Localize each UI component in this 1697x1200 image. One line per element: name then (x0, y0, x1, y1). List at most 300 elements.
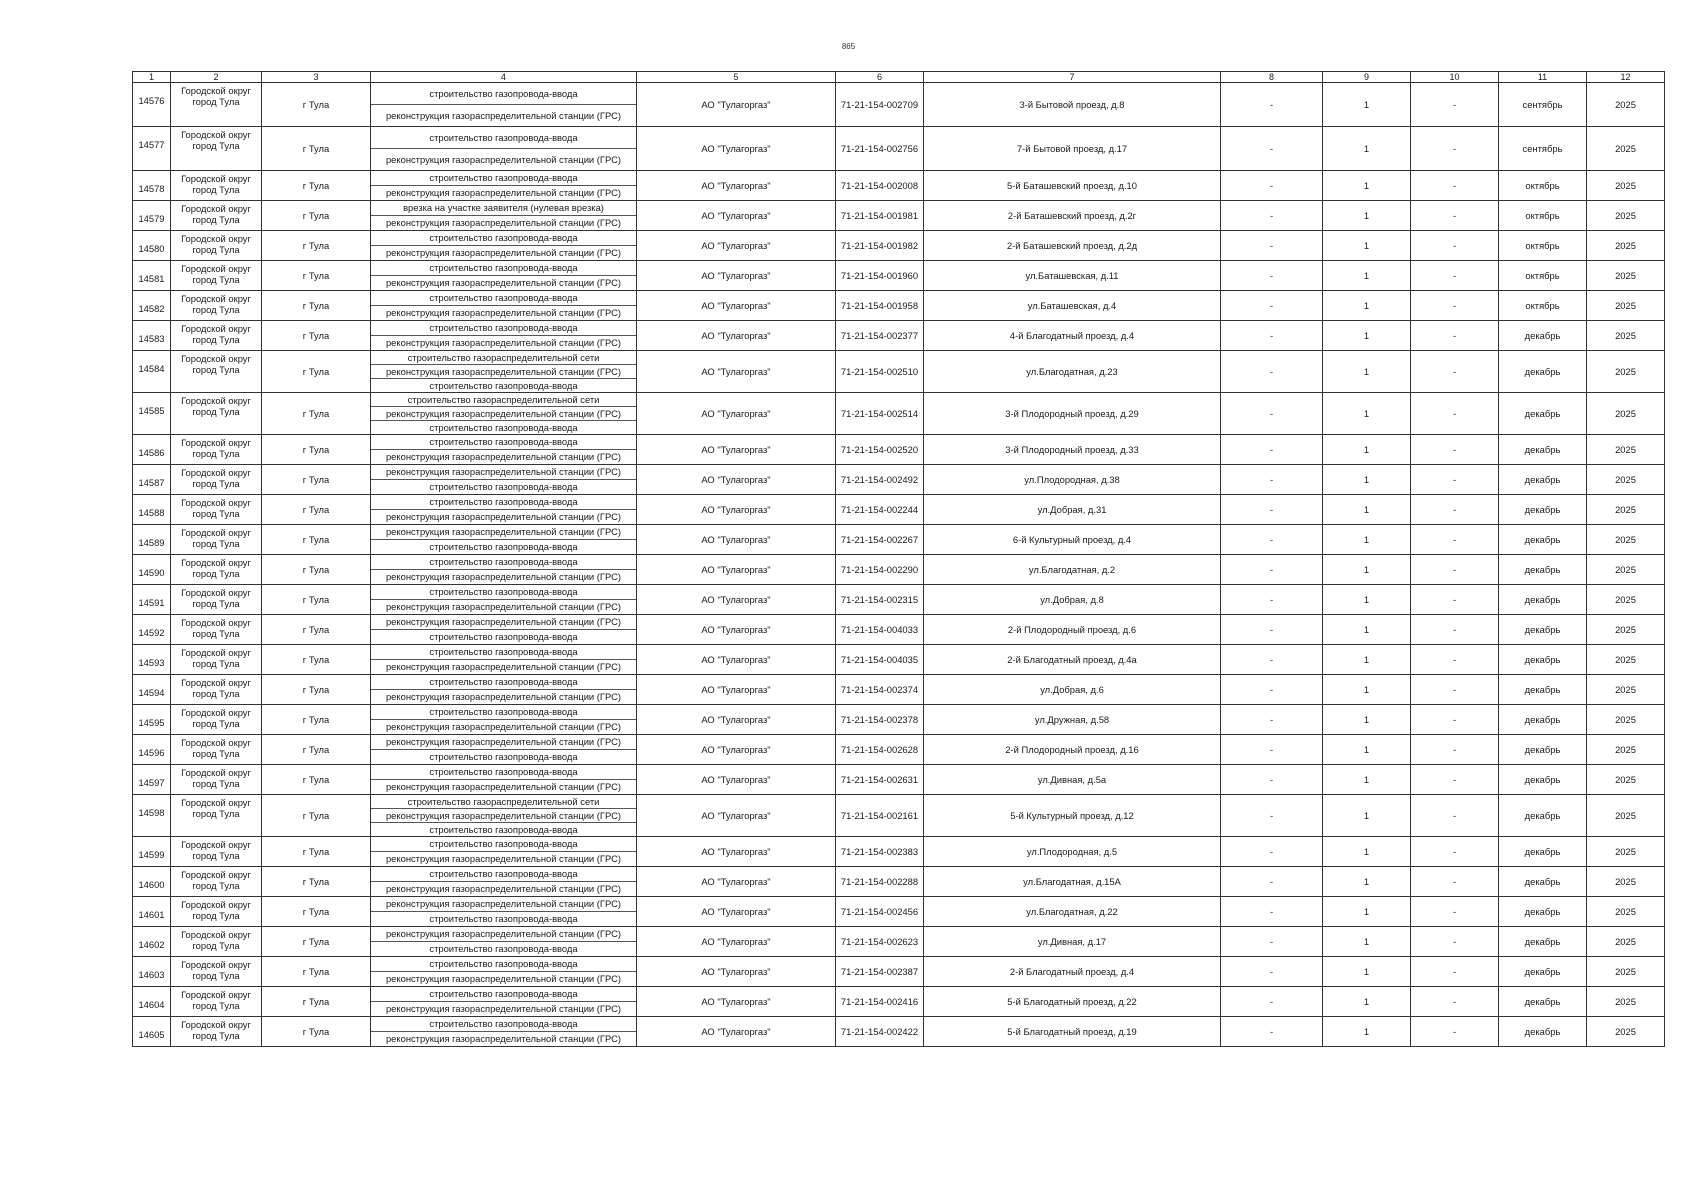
work-description-line: реконструкция газораспределительной станции (ГРС) (385, 337, 622, 348)
table-row (133, 261, 1665, 291)
work-description-cell (371, 645, 637, 675)
district-cell: Городской округ город Тула (171, 127, 262, 171)
row-number-cell: 14594 (133, 675, 171, 705)
work-description-line: строительство газопровода-ввода (429, 751, 578, 762)
col-10-cell: - (1411, 201, 1499, 231)
col-8-cell: - (1221, 465, 1323, 495)
year-cell: 2025 (1587, 927, 1665, 957)
row-number-cell: 14601 (133, 897, 171, 927)
col-10-cell: - (1411, 645, 1499, 675)
col-10-cell: - (1411, 675, 1499, 705)
company-cell: АО "Тулагоргаз" (637, 765, 836, 795)
col-8-cell: - (1221, 957, 1323, 987)
city-cell: г Тула (262, 321, 371, 351)
district-cell: Городской округ город Тула (171, 645, 262, 675)
company-cell: АО "Тулагоргаз" (637, 261, 836, 291)
object-code-cell: 71-21-154-002387 (836, 957, 924, 987)
header-cell-col-7: 7 (924, 72, 1221, 83)
work-description-line: реконструкция газораспределительной станции (ГРС) (385, 247, 622, 258)
col-9-cell: 1 (1323, 201, 1411, 231)
row-number-cell: 14577 (133, 127, 171, 171)
row-number-cell: 14578 (133, 171, 171, 201)
month-cell: декабрь (1499, 795, 1587, 837)
col-10-cell: - (1411, 867, 1499, 897)
city-cell: г Тула (262, 435, 371, 465)
company-cell: АО "Тулагоргаз" (637, 171, 836, 201)
district-cell: Городской округ город Тула (171, 957, 262, 987)
month-cell: декабрь (1499, 465, 1587, 495)
work-description-cell (371, 705, 637, 735)
object-code-cell: 71-21-154-002510 (836, 351, 924, 393)
address-cell: ул.Дивная, д.5а (924, 765, 1221, 795)
col-8-cell: - (1221, 735, 1323, 765)
city-cell: г Тула (262, 525, 371, 555)
company-cell: АО "Тулагоргаз" (637, 867, 836, 897)
row-number-cell: 14595 (133, 705, 171, 735)
month-cell: декабрь (1499, 837, 1587, 867)
table-row (133, 585, 1665, 615)
row-number-cell: 14605 (133, 1017, 171, 1047)
month-cell: декабрь (1499, 765, 1587, 795)
work-description-cell (371, 987, 637, 1017)
work-description-line: реконструкция газораспределительной станции (ГРС) (371, 735, 636, 750)
year-cell: 2025 (1587, 585, 1665, 615)
company-cell: АО "Тулагоргаз" (637, 555, 836, 585)
col-8-cell: - (1221, 615, 1323, 645)
header-cell-col-4: 4 (371, 72, 637, 83)
work-description-cell (371, 351, 637, 393)
work-description-line: реконструкция газораспределительной станции (ГРС) (385, 110, 622, 121)
year-cell: 2025 (1587, 201, 1665, 231)
table-header (133, 72, 1665, 83)
month-cell: декабрь (1499, 867, 1587, 897)
row-number-cell: 14603 (133, 957, 171, 987)
district-cell: Городской округ город Тула (171, 927, 262, 957)
work-description-line: реконструкция газораспределительной станции (ГРС) (385, 781, 622, 792)
year-cell: 2025 (1587, 83, 1665, 127)
company-cell: АО "Тулагоргаз" (637, 927, 836, 957)
table-row (133, 765, 1665, 795)
work-description-cell (371, 393, 637, 435)
col-9-cell: 1 (1323, 261, 1411, 291)
table-row (133, 927, 1665, 957)
object-code-cell: 71-21-154-001958 (836, 291, 924, 321)
work-description-line: строительство газопровода-ввода (429, 541, 578, 552)
col-8-cell: - (1221, 201, 1323, 231)
object-code-cell: 71-21-154-002383 (836, 837, 924, 867)
month-cell: декабрь (1499, 957, 1587, 987)
company-cell: АО "Тулагоргаз" (637, 465, 836, 495)
district-cell: Городской округ город Тула (171, 987, 262, 1017)
district-cell: Городской округ город Тула (171, 171, 262, 201)
district-cell: Городской округ город Тула (171, 435, 262, 465)
table-row (133, 957, 1665, 987)
work-description-line: реконструкция газораспределительной станции (ГРС) (385, 571, 622, 582)
address-cell: 2-й Баташевский проезд, д.2д (924, 231, 1221, 261)
company-cell: АО "Тулагоргаз" (637, 291, 836, 321)
month-cell: октябрь (1499, 261, 1587, 291)
address-cell: 3-й Плодородный проезд, д.33 (924, 435, 1221, 465)
work-description-line: реконструкция газораспределительной станции (ГРС) (385, 973, 622, 984)
year-cell: 2025 (1587, 675, 1665, 705)
col-8-cell: - (1221, 765, 1323, 795)
work-description-line: реконструкция газораспределительной станции (ГРС) (371, 615, 636, 630)
header-cell-col-11: 11 (1499, 72, 1587, 83)
address-cell: 4-й Благодатный проезд, д.4 (924, 321, 1221, 351)
col-9-cell: 1 (1323, 171, 1411, 201)
address-cell: 5-й Культурный проезд, д.12 (924, 795, 1221, 837)
col-10-cell: - (1411, 435, 1499, 465)
work-description-line: реконструкция газораспределительной станции (ГРС) (371, 365, 636, 379)
table-row (133, 525, 1665, 555)
table-row (133, 127, 1665, 171)
col-9-cell: 1 (1323, 927, 1411, 957)
col-8-cell: - (1221, 585, 1323, 615)
table-row (133, 675, 1665, 705)
year-cell: 2025 (1587, 615, 1665, 645)
year-cell: 2025 (1587, 435, 1665, 465)
city-cell: г Тула (262, 705, 371, 735)
col-10-cell: - (1411, 261, 1499, 291)
work-description-line: строительство газораспределительной сети (371, 351, 636, 365)
company-cell: АО "Тулагоргаз" (637, 435, 836, 465)
work-description-cell (371, 261, 637, 291)
row-number-cell: 14592 (133, 615, 171, 645)
month-cell: декабрь (1499, 585, 1587, 615)
work-description-line: реконструкция газораспределительной станции (ГРС) (371, 465, 636, 480)
col-9-cell: 1 (1323, 83, 1411, 127)
work-description-cell (371, 765, 637, 795)
city-cell: г Тула (262, 615, 371, 645)
row-number-cell: 14599 (133, 837, 171, 867)
object-code-cell: 71-21-154-002514 (836, 393, 924, 435)
col-10-cell: - (1411, 957, 1499, 987)
work-description-line: реконструкция газораспределительной станции (ГРС) (371, 525, 636, 540)
city-cell: г Тула (262, 585, 371, 615)
col-9-cell: 1 (1323, 765, 1411, 795)
district-cell: Городской округ город Тула (171, 1017, 262, 1047)
header-cell-col-8: 8 (1221, 72, 1323, 83)
company-cell: АО "Тулагоргаз" (637, 321, 836, 351)
work-description-line: строительство газораспределительной сети (371, 795, 636, 809)
row-number-cell: 14576 (133, 83, 171, 127)
city-cell: г Тула (262, 465, 371, 495)
work-description-cell (371, 525, 637, 555)
header-cell-col-5: 5 (637, 72, 836, 83)
city-cell: г Тула (262, 127, 371, 171)
company-cell: АО "Тулагоргаз" (637, 897, 836, 927)
address-cell: 2-й Благодатный проезд, д.4а (924, 645, 1221, 675)
month-cell: декабрь (1499, 615, 1587, 645)
col-8-cell: - (1221, 705, 1323, 735)
col-9-cell: 1 (1323, 795, 1411, 837)
work-description-line: реконструкция газораспределительной станции (ГРС) (385, 154, 622, 165)
col-9-cell: 1 (1323, 351, 1411, 393)
company-cell: АО "Тулагоргаз" (637, 705, 836, 735)
month-cell: декабрь (1499, 525, 1587, 555)
object-code-cell: 71-21-154-002377 (836, 321, 924, 351)
object-code-cell: 71-21-154-002492 (836, 465, 924, 495)
table-row (133, 555, 1665, 585)
city-cell: г Тула (262, 291, 371, 321)
col-9-cell: 1 (1323, 127, 1411, 171)
address-cell: ул.Баташевская, д.4 (924, 291, 1221, 321)
work-description-cell (371, 837, 637, 867)
col-8-cell: - (1221, 393, 1323, 435)
object-code-cell: 71-21-154-002244 (836, 495, 924, 525)
address-cell: 3-й Бытовой проезд, д.8 (924, 83, 1221, 127)
work-description-line: строительство газопровода-ввода (371, 171, 636, 186)
header-cell-col-10: 10 (1411, 72, 1499, 83)
header-cell-col-1: 1 (133, 72, 171, 83)
work-description-line: реконструкция газораспределительной станции (ГРС) (371, 809, 636, 823)
table-row (133, 867, 1665, 897)
work-description-line: строительство газопровода-ввода (371, 435, 636, 450)
table-row (133, 615, 1665, 645)
month-cell: декабрь (1499, 927, 1587, 957)
city-cell: г Тула (262, 393, 371, 435)
object-code-cell: 71-21-154-001981 (836, 201, 924, 231)
work-description-cell (371, 495, 637, 525)
company-cell: АО "Тулагоргаз" (637, 987, 836, 1017)
work-description-cell (371, 555, 637, 585)
object-code-cell: 71-21-154-002628 (836, 735, 924, 765)
object-code-cell: 71-21-154-002288 (836, 867, 924, 897)
year-cell: 2025 (1587, 957, 1665, 987)
month-cell: сентябрь (1499, 83, 1587, 127)
col-9-cell: 1 (1323, 585, 1411, 615)
col-10-cell: - (1411, 615, 1499, 645)
col-8-cell: - (1221, 351, 1323, 393)
work-description-cell (371, 867, 637, 897)
year-cell: 2025 (1587, 645, 1665, 675)
work-description-line: реконструкция газораспределительной станции (ГРС) (385, 217, 622, 228)
year-cell: 2025 (1587, 465, 1665, 495)
address-cell: ул.Добрая, д.31 (924, 495, 1221, 525)
col-9-cell: 1 (1323, 1017, 1411, 1047)
table-row (133, 705, 1665, 735)
work-description-line: строительство газопровода-ввода (429, 380, 578, 391)
work-description-line: строительство газопровода-ввода (429, 422, 578, 433)
col-9-cell: 1 (1323, 615, 1411, 645)
month-cell: декабрь (1499, 495, 1587, 525)
col-10-cell: - (1411, 795, 1499, 837)
district-cell: Городской округ город Тула (171, 897, 262, 927)
address-cell: 5-й Благодатный проезд, д.19 (924, 1017, 1221, 1047)
row-number-cell: 14600 (133, 867, 171, 897)
city-cell: г Тула (262, 957, 371, 987)
work-description-line: строительство газопровода-ввода (371, 585, 636, 600)
year-cell: 2025 (1587, 897, 1665, 927)
col-8-cell: - (1221, 675, 1323, 705)
work-description-cell (371, 465, 637, 495)
work-description-line: реконструкция газораспределительной станции (ГРС) (385, 1003, 622, 1014)
col-8-cell: - (1221, 897, 1323, 927)
row-number-cell: 14591 (133, 585, 171, 615)
work-description-line: реконструкция газораспределительной станции (ГРС) (385, 277, 622, 288)
object-code-cell: 71-21-154-002290 (836, 555, 924, 585)
district-cell: Городской округ город Тула (171, 837, 262, 867)
work-description-cell (371, 735, 637, 765)
work-description-cell (371, 1017, 637, 1047)
year-cell: 2025 (1587, 351, 1665, 393)
work-description-line: строительство газопровода-ввода (371, 261, 636, 276)
row-number-cell: 14587 (133, 465, 171, 495)
data-table (132, 71, 1665, 1047)
year-cell: 2025 (1587, 261, 1665, 291)
company-cell: АО "Тулагоргаз" (637, 675, 836, 705)
work-description-line: строительство газопровода-ввода (371, 83, 636, 105)
work-description-cell (371, 435, 637, 465)
company-cell: АО "Тулагоргаз" (637, 837, 836, 867)
col-10-cell: - (1411, 555, 1499, 585)
col-9-cell: 1 (1323, 957, 1411, 987)
address-cell: ул.Благодатная, д.15А (924, 867, 1221, 897)
district-cell: Городской округ город Тула (171, 525, 262, 555)
object-code-cell: 71-21-154-002374 (836, 675, 924, 705)
city-cell: г Тула (262, 555, 371, 585)
district-cell: Городской округ город Тула (171, 495, 262, 525)
work-description-line: строительство газопровода-ввода (371, 231, 636, 246)
table-row (133, 83, 1665, 127)
city-cell: г Тула (262, 231, 371, 261)
district-cell: Городской округ город Тула (171, 321, 262, 351)
object-code-cell: 71-21-154-002422 (836, 1017, 924, 1047)
month-cell: декабрь (1499, 435, 1587, 465)
work-description-line: строительство газопровода-ввода (371, 555, 636, 570)
object-code-cell: 71-21-154-002008 (836, 171, 924, 201)
district-cell: Городской округ город Тула (171, 795, 262, 837)
work-description-line: строительство газопровода-ввода (371, 127, 636, 149)
col-10-cell: - (1411, 495, 1499, 525)
col-9-cell: 1 (1323, 291, 1411, 321)
header-row (133, 72, 1665, 83)
city-cell: г Тула (262, 83, 371, 127)
city-cell: г Тула (262, 927, 371, 957)
table-row (133, 231, 1665, 261)
object-code-cell: 71-21-154-002416 (836, 987, 924, 1017)
city-cell: г Тула (262, 675, 371, 705)
company-cell: АО "Тулагоргаз" (637, 957, 836, 987)
col-8-cell: - (1221, 867, 1323, 897)
work-description-cell (371, 171, 637, 201)
col-10-cell: - (1411, 321, 1499, 351)
table-row (133, 645, 1665, 675)
year-cell: 2025 (1587, 393, 1665, 435)
year-cell: 2025 (1587, 837, 1665, 867)
col-9-cell: 1 (1323, 435, 1411, 465)
object-code-cell: 71-21-154-002378 (836, 705, 924, 735)
work-description-cell (371, 231, 637, 261)
work-description-line: врезка на участке заявителя (нулевая врезка) (371, 201, 636, 216)
month-cell: октябрь (1499, 171, 1587, 201)
month-cell: декабрь (1499, 645, 1587, 675)
city-cell: г Тула (262, 171, 371, 201)
page-number: 865 (841, 42, 856, 51)
row-number-cell: 14583 (133, 321, 171, 351)
city-cell: г Тула (262, 735, 371, 765)
year-cell: 2025 (1587, 127, 1665, 171)
address-cell: ул.Дружная, д.58 (924, 705, 1221, 735)
city-cell: г Тула (262, 1017, 371, 1047)
col-8-cell: - (1221, 127, 1323, 171)
work-description-line: строительство газораспределительной сети (371, 393, 636, 407)
city-cell: г Тула (262, 645, 371, 675)
district-cell: Городской округ город Тула (171, 675, 262, 705)
district-cell: Городской округ город Тула (171, 261, 262, 291)
table-row (133, 897, 1665, 927)
col-8-cell: - (1221, 645, 1323, 675)
month-cell: декабрь (1499, 351, 1587, 393)
row-number-cell: 14585 (133, 393, 171, 435)
company-cell: АО "Тулагоргаз" (637, 393, 836, 435)
col-8-cell: - (1221, 291, 1323, 321)
object-code-cell: 71-21-154-002756 (836, 127, 924, 171)
col-8-cell: - (1221, 435, 1323, 465)
year-cell: 2025 (1587, 1017, 1665, 1047)
district-cell: Городской округ город Тула (171, 291, 262, 321)
table-row (133, 795, 1665, 837)
col-8-cell: - (1221, 261, 1323, 291)
work-description-line: строительство газопровода-ввода (429, 824, 578, 835)
district-cell: Городской округ город Тула (171, 765, 262, 795)
col-9-cell: 1 (1323, 897, 1411, 927)
col-8-cell: - (1221, 987, 1323, 1017)
address-cell: ул.Благодатная, д.23 (924, 351, 1221, 393)
work-description-line: строительство газопровода-ввода (371, 765, 636, 780)
col-10-cell: - (1411, 231, 1499, 261)
month-cell: октябрь (1499, 291, 1587, 321)
col-10-cell: - (1411, 987, 1499, 1017)
col-8-cell: - (1221, 795, 1323, 837)
district-cell: Городской округ город Тула (171, 83, 262, 127)
company-cell: АО "Тулагоргаз" (637, 351, 836, 393)
work-description-cell (371, 585, 637, 615)
address-cell: ул.Благодатная, д.2 (924, 555, 1221, 585)
col-9-cell: 1 (1323, 867, 1411, 897)
col-8-cell: - (1221, 525, 1323, 555)
col-9-cell: 1 (1323, 735, 1411, 765)
district-cell: Городской округ город Тула (171, 735, 262, 765)
month-cell: сентябрь (1499, 127, 1587, 171)
object-code-cell: 71-21-154-002267 (836, 525, 924, 555)
header-cell-col-3: 3 (262, 72, 371, 83)
table-body (133, 83, 1665, 1047)
col-10-cell: - (1411, 837, 1499, 867)
year-cell: 2025 (1587, 987, 1665, 1017)
city-cell: г Тула (262, 351, 371, 393)
col-10-cell: - (1411, 897, 1499, 927)
work-description-line: реконструкция газораспределительной станции (ГРС) (385, 883, 622, 894)
month-cell: декабрь (1499, 987, 1587, 1017)
col-10-cell: - (1411, 83, 1499, 127)
city-cell: г Тула (262, 795, 371, 837)
work-description-line: строительство газопровода-ввода (429, 943, 578, 954)
month-cell: декабрь (1499, 321, 1587, 351)
work-description-cell (371, 615, 637, 645)
address-cell: 2-й Плодородный проезд, д.16 (924, 735, 1221, 765)
company-cell: АО "Тулагоргаз" (637, 231, 836, 261)
table-row (133, 987, 1665, 1017)
work-description-cell (371, 675, 637, 705)
district-cell: Городской округ город Тула (171, 201, 262, 231)
object-code-cell: 71-21-154-004035 (836, 645, 924, 675)
month-cell: декабрь (1499, 897, 1587, 927)
city-cell: г Тула (262, 897, 371, 927)
work-description-line: строительство газопровода-ввода (429, 631, 578, 642)
col-10-cell: - (1411, 765, 1499, 795)
row-number-cell: 14580 (133, 231, 171, 261)
